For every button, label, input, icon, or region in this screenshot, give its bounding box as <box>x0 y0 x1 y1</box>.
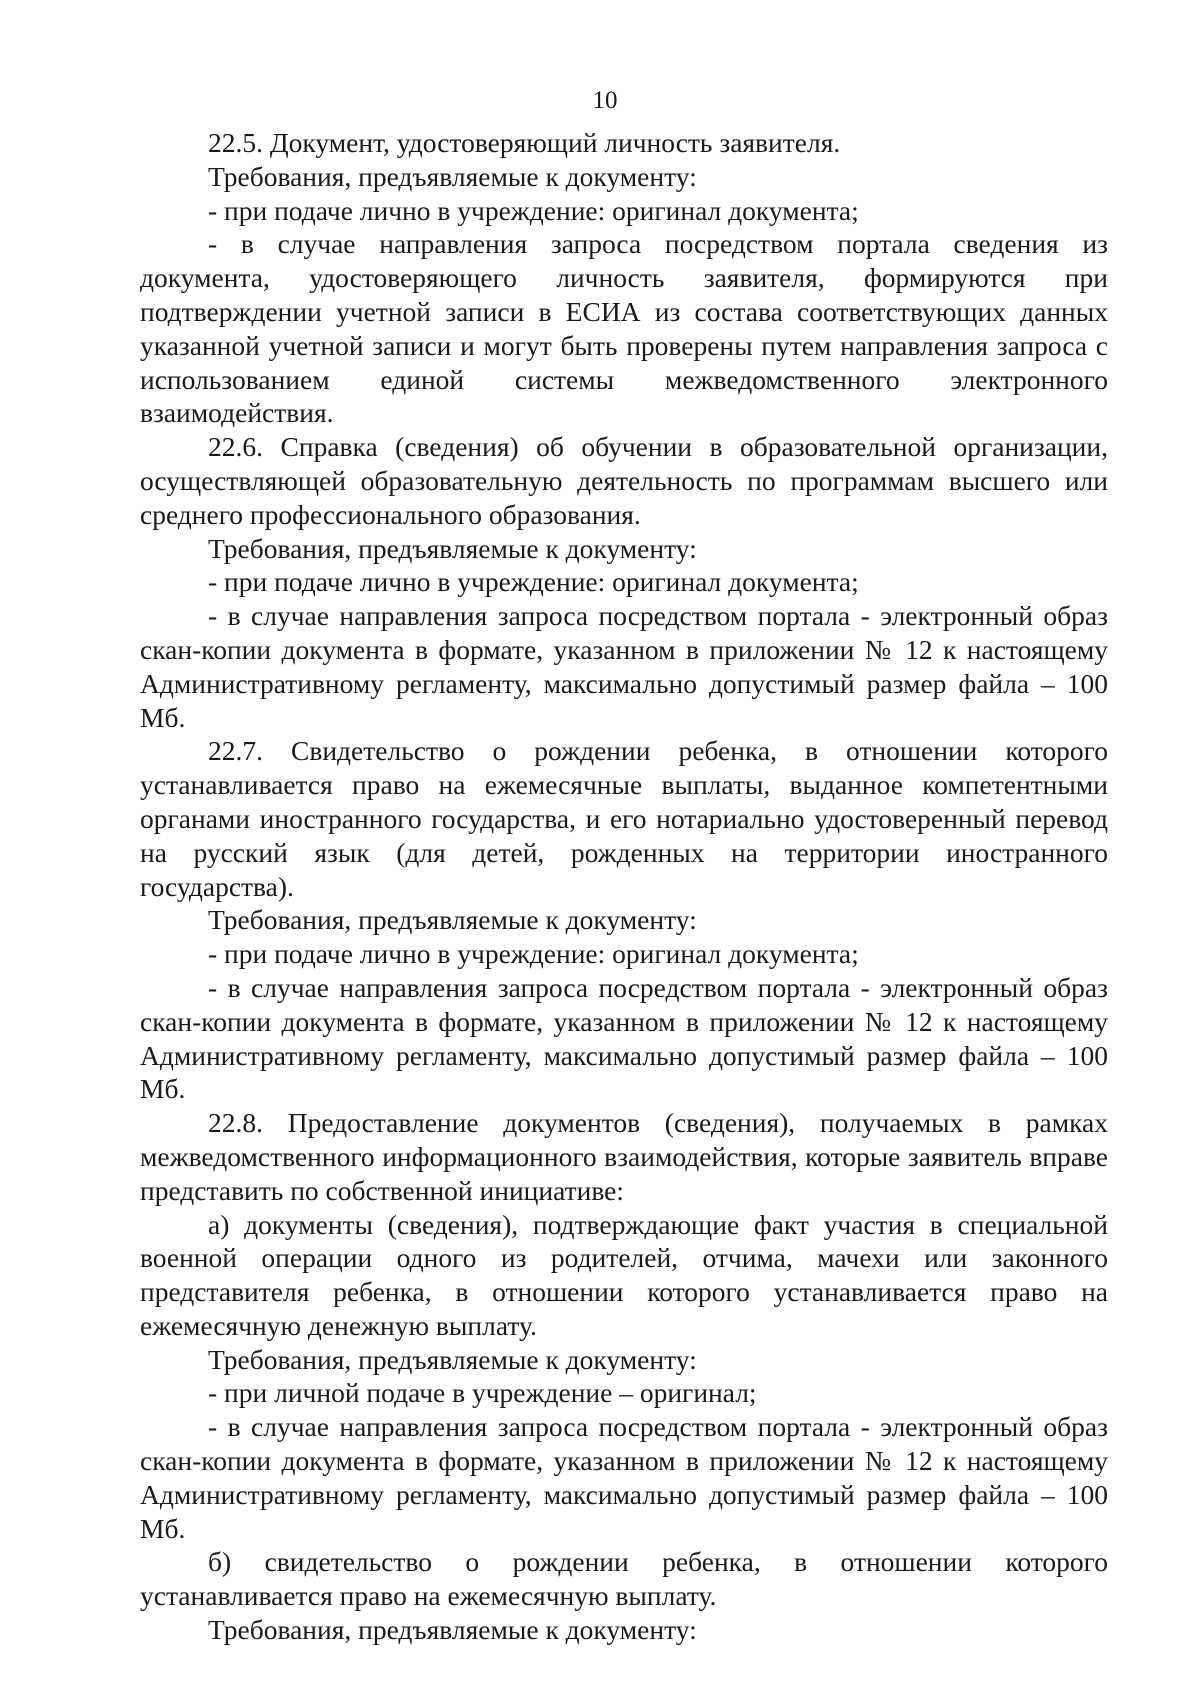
paragraph-requirements: Требования, предъявляемые к документу: <box>208 160 697 192</box>
paragraph-requirements: Требования, предъявляемые к документу: <box>208 904 697 936</box>
paragraph-in-person: - при подаче лично в учреждение: оригинал документа; <box>208 566 859 598</box>
paragraph-22-5-title: 22.5. Документ, удостоверяющий личность заявителя. <box>208 127 841 158</box>
paragraph-portal: - в случае направления запроса посредством портала - электронный образ скан-копии документа в формате, указанном в приложении № 12 к настоящему Административному регламенту, максимально допустимый размер файла – 100 Мб. <box>140 1411 1108 1544</box>
paragraph-in-person: - при подаче лично в учреждение: оригинал документа; <box>208 194 859 226</box>
paragraph-22-7-title: 22.7. Свидетельство о рождении ребенка, в отношении которого устанавливается право на ежемесячные выплаты, выданное компетентными органами иностранного государства, и его нотариально удостоверенный перевод на русский язык (для детей, рожденных на территории иностранного государства). <box>140 735 1108 902</box>
paragraph-item-a: а) документы (сведения), подтверждающие факт участия в специальной военной операции одного из родителей, отчима, мачехи или законного представителя ребенка, в отношении которого устанавливается право на ежемесячную денежную выплату. <box>140 1208 1108 1341</box>
paragraph-requirements: Требования, предъявляемые к документу: <box>208 1343 697 1375</box>
page-number: 10 <box>592 87 618 114</box>
paragraph-22-6-title: 22.6. Справка (сведения) об обучении в образовательной организации, осуществляющей образовательную деятельность по программам высшего или среднего профессионального образования. <box>140 431 1108 530</box>
document-body <box>140 126 1108 1647</box>
paragraph-item-b: б) свидетельство о рождении ребенка, в отношении которого устанавливается право на ежемесячную выплату. <box>140 1546 1108 1612</box>
paragraph-in-person: - при личной подаче в учреждение – оригинал; <box>208 1377 757 1409</box>
paragraph-requirements: Требования, предъявляемые к документу: <box>208 1614 697 1646</box>
paragraph-requirements: Требования, предъявляемые к документу: <box>208 532 697 564</box>
paragraph-portal: - в случае направления запроса посредством портала - электронный образ скан-копии документа в формате, указанном в приложении № 12 к настоящему Административному регламенту, максимально допустимый размер файла – 100 Мб. <box>140 971 1108 1105</box>
paragraph-22-8-title: 22.8. Предоставление документов (сведения), получаемых в рамках межведомственного информационного взаимодействия, которые заявитель вправе представить по собственной инициативе: <box>140 1107 1108 1206</box>
paragraph-portal: - в случае направления запроса посредством портала - электронный образ скан-копии документа в формате, указанном в приложении № 12 к настоящему Административному регламенту, максимально допустимый размер файла – 100 Мб. <box>140 600 1108 733</box>
paragraph-in-person: - при подаче лично в учреждение: оригинал документа; <box>208 938 859 970</box>
paragraph-portal: - в случае направления запроса посредством портала сведения из документа, удостоверяющего личность заявителя, формируются при подтверждении учетной записи в ЕСИА из состава соответствующих данных указанной учетной записи и могут быть проверены путем направления запроса с использованием единой системы межведомственного электронного взаимодействия. <box>140 228 1108 429</box>
